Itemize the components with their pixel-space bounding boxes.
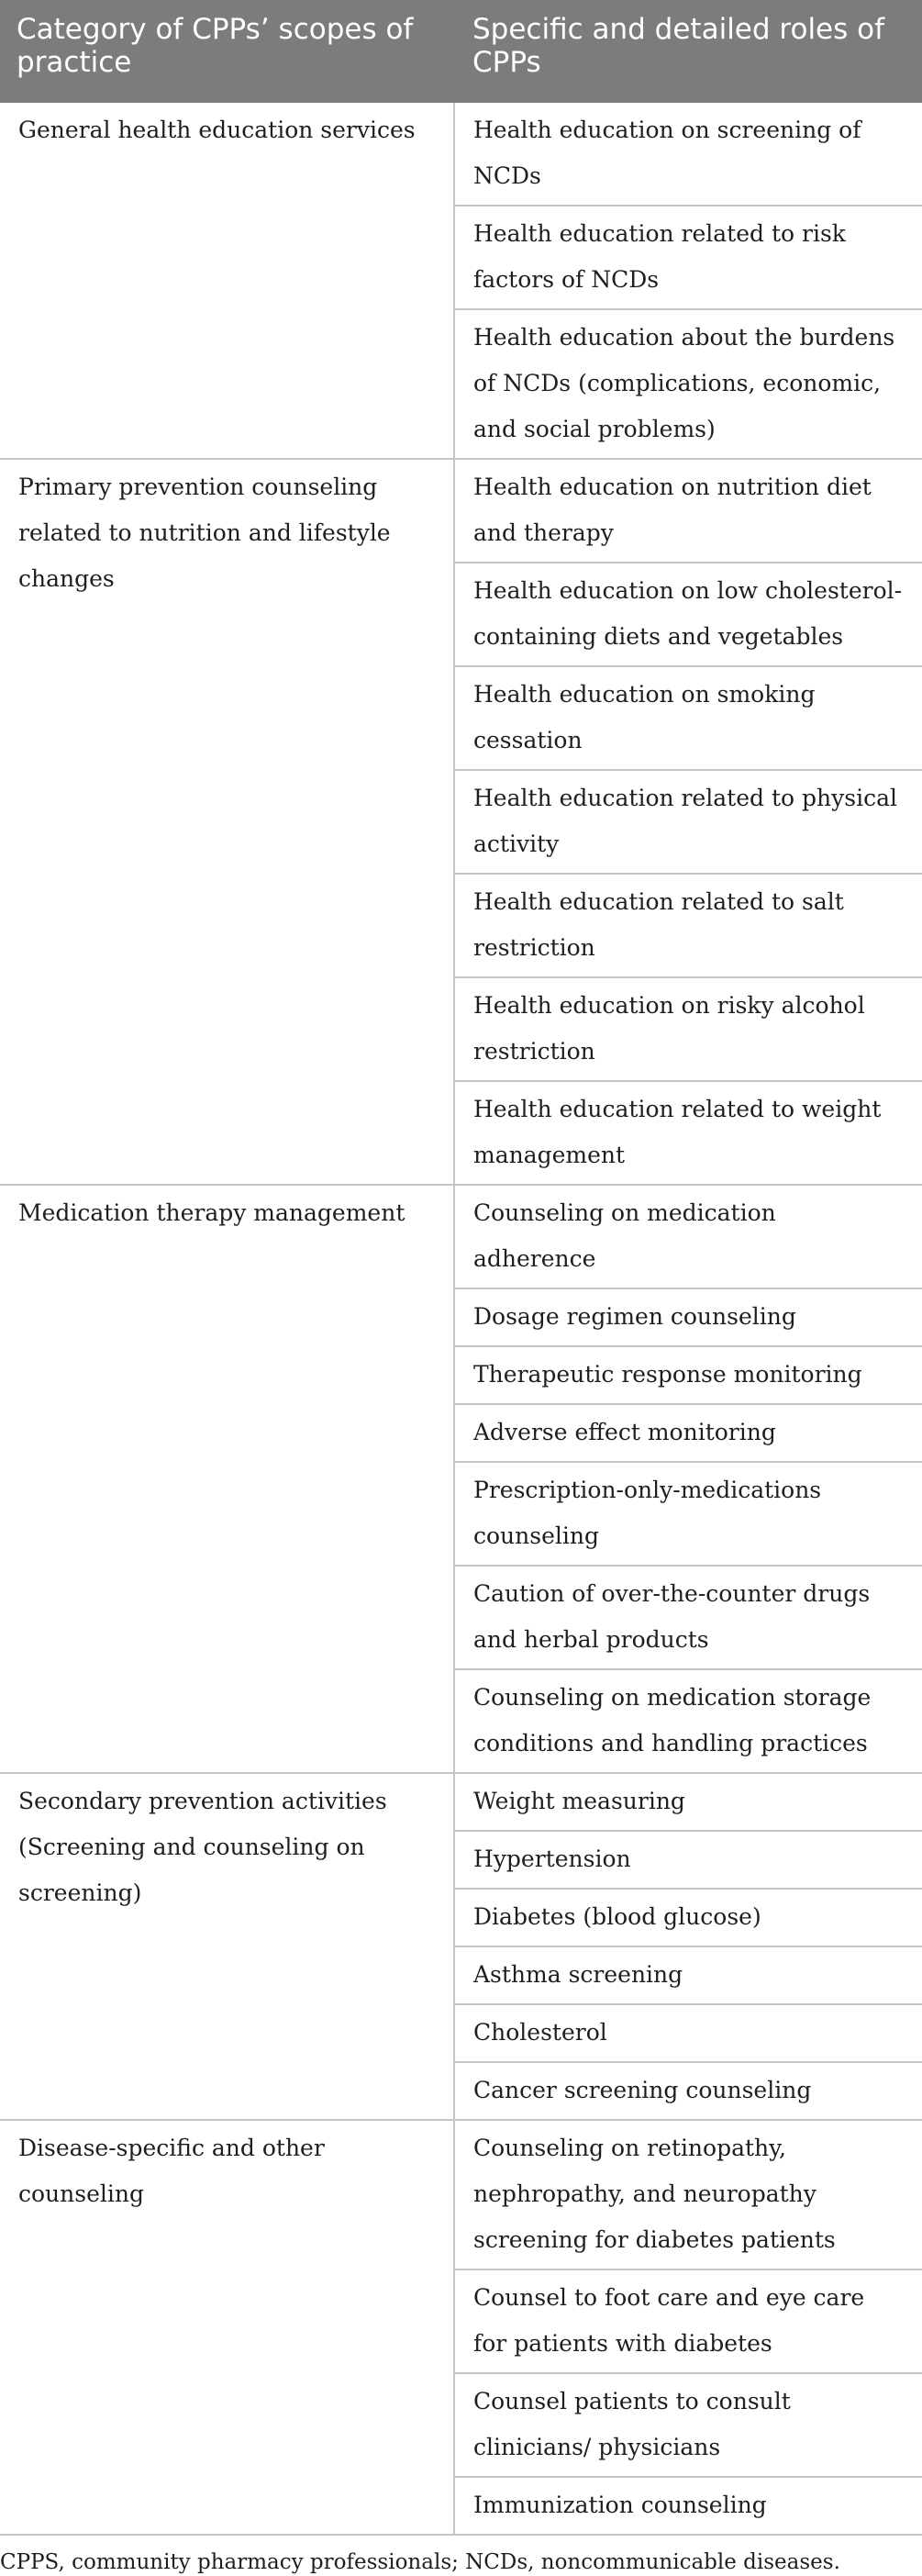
role-cell: Counsel to foot care and eye care for patients with diabetes xyxy=(454,2269,922,2373)
role-cell: Counseling on retinopathy, nephropathy, and neuropathy screening for diabetes patients xyxy=(454,2120,922,2269)
table-row xyxy=(0,459,922,563)
role-cell: Cancer screening counseling xyxy=(454,2062,922,2120)
role-cell: Health education on smoking cessation xyxy=(454,666,922,770)
role-cell: Health education on risky alcohol restriction xyxy=(454,977,922,1081)
role-cell: Dosage regimen counseling xyxy=(454,1288,922,1346)
role-cell: Health education related to salt restriction xyxy=(454,874,922,977)
table-row xyxy=(0,2120,922,2269)
role-cell: Health education on low cholesterol-containing diets and vegetables xyxy=(454,563,922,666)
category-cell: General health education services xyxy=(0,103,454,459)
table-header xyxy=(0,0,922,103)
role-cell: Health education related to weight management xyxy=(454,1081,922,1185)
role-cell: Cholesterol xyxy=(454,2004,922,2062)
table-row xyxy=(0,1773,922,1831)
role-cell: Health education related to physical activity xyxy=(454,770,922,874)
category-cell: Secondary prevention activities (Screening and counseling on screening) xyxy=(0,1773,454,2120)
role-cell: Health education on nutrition diet and therapy xyxy=(454,459,922,563)
role-cell: Adverse effect monitoring xyxy=(454,1404,922,1462)
role-cell: Caution of over-the-counter drugs and herbal products xyxy=(454,1566,922,1669)
table-row xyxy=(0,1185,922,1288)
category-cell: Primary prevention counseling related to nutrition and lifestyle changes xyxy=(0,459,454,1185)
table-row xyxy=(0,103,922,206)
role-cell: Counseling on medication storage conditions and handling practices xyxy=(454,1669,922,1773)
role-cell: Asthma screening xyxy=(454,1946,922,2004)
role-cell: Weight measuring xyxy=(454,1773,922,1831)
role-cell: Counseling on medication adherence xyxy=(454,1185,922,1288)
category-cell: Disease-specific and other counseling xyxy=(0,2120,454,2535)
role-cell: Therapeutic response monitoring xyxy=(454,1346,922,1404)
table-footnote: CPPS, community pharmacy professionals; NCDs, noncommunicable diseases. xyxy=(0,2550,840,2574)
role-cell: Health education on screening of NCDs xyxy=(454,103,922,206)
role-cell: Health education related to risk factors of NCDs xyxy=(454,206,922,309)
role-cell: Immunization counseling xyxy=(454,2477,922,2535)
header-row xyxy=(0,0,922,103)
table-body xyxy=(0,103,922,2535)
role-cell: Counsel patients to consult clinicians/ physicians xyxy=(454,2373,922,2477)
category-cell: Medication therapy management xyxy=(0,1185,454,1773)
role-cell: Health education about the burdens of NCDs (complications, economic, and social problems) xyxy=(454,309,922,459)
role-cell: Diabetes (blood glucose) xyxy=(454,1889,922,1946)
role-cell: Hypertension xyxy=(454,1831,922,1889)
header-category: Category of CPPs’ scopes of practice xyxy=(0,0,454,103)
role-cell: Prescription-only-medications counseling xyxy=(454,1462,922,1566)
header-roles: Specific and detailed roles of CPPs xyxy=(454,0,922,103)
